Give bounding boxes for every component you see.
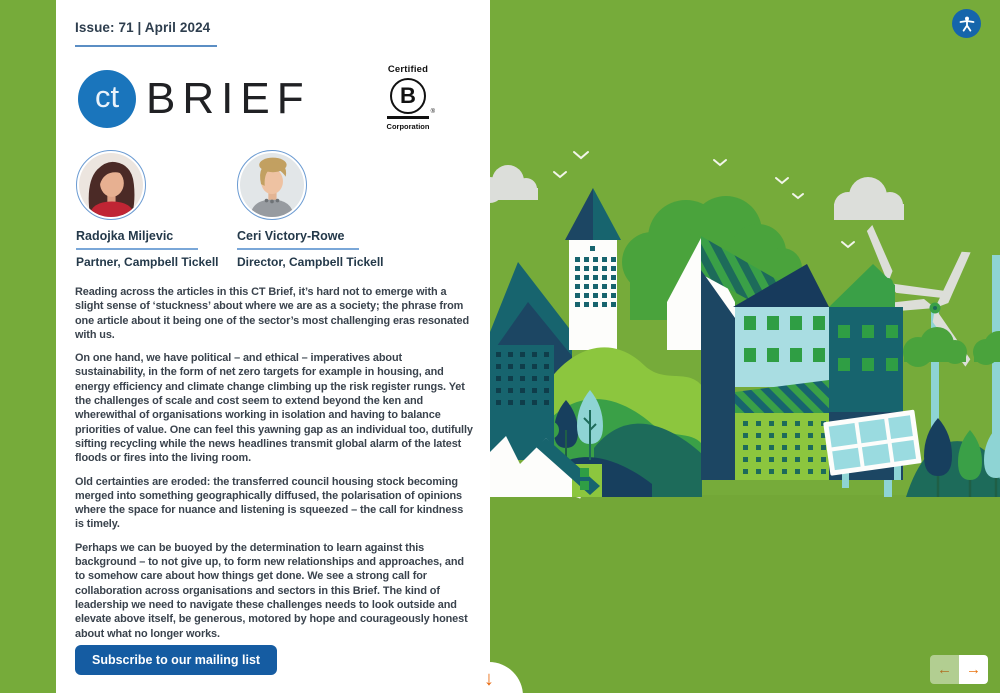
bcorp-certified-label: Certified: [387, 64, 429, 75]
author-card: [76, 150, 231, 269]
author-name: Radojka Miljevic: [76, 229, 174, 243]
article-body: [75, 285, 475, 650]
author-underline: [76, 248, 198, 250]
bcorp-logo: [380, 64, 436, 131]
avatar-radojka-miljevic: [76, 150, 146, 220]
avatar-photo: [240, 153, 304, 217]
author-underline: [237, 248, 359, 250]
ct-logo-circle: ct: [78, 70, 136, 128]
bcorp-b-icon: B: [390, 78, 426, 114]
avatar-photo: [79, 153, 143, 217]
article-paragraph: Reading across the articles in this CT Brief, it’s hard not to emerge with a slight sense of ‘stuckness’ about where we are as a society; the phrase from one article about it being one of the sector’s most challenging eras resonated with us.: [75, 286, 470, 341]
ground: [490, 495, 1000, 693]
arrow-left-icon: ←: [937, 661, 952, 678]
subscribe-button[interactable]: Subscribe to our mailing list: [75, 645, 277, 675]
accessibility-button[interactable]: [952, 9, 981, 38]
avatar-ceri-victory-rowe: [237, 150, 307, 220]
bcorp-bar: [387, 109, 435, 119]
author-card: [237, 150, 392, 269]
issue-label: Issue: 71 | April 2024: [75, 20, 211, 35]
accessibility-person-icon: [959, 16, 975, 32]
bcorp-registered-mark: ®: [430, 109, 435, 115]
previous-page-button[interactable]: [930, 655, 959, 684]
arrow-right-icon: →: [966, 661, 981, 678]
content-panel: [56, 0, 490, 693]
eco-town-illustration: [490, 0, 1000, 693]
issue-underline: [75, 45, 217, 47]
next-page-button[interactable]: [959, 655, 988, 684]
page-navigation: [930, 655, 988, 684]
bcorp-corporation-label: Corporation: [386, 122, 430, 131]
author-title: Partner, Campbell Tickell: [76, 255, 219, 269]
author-name: Ceri Victory-Rowe: [237, 229, 345, 243]
article-paragraph: Perhaps we can be buoyed by the determination to learn against this background – to not give up, to form new relationships and approaches, and to somehow care about how things get done. We see a strong call for collaboration across organisations and sectors in this Brief. The kind of leadership we need to navigate these challenges needs to look outside and elevate above itself, be generous, motored by hope and courageously honest about what no longer works.: [75, 541, 468, 640]
article-paragraph: Old certainties are eroded: the transferred council housing stock becoming merged into something geographically diffused, the polarisation of opinions where the space for nuance and listening is squeezed – the call for kindness is timely.: [75, 475, 464, 531]
author-title: Director, Campbell Tickell: [237, 255, 384, 269]
eco-town-art: [490, 0, 1000, 693]
arrow-down-icon: ↓: [484, 668, 494, 690]
brief-wordmark: BRIEF: [146, 74, 311, 123]
ct-brief-logo: [78, 70, 311, 128]
article-paragraph: On one hand, we have political – and ethical – imperatives about sustainability, in the form of net zero targets for example in housing, and energy efficiency and climate change climbing up the risk register rungs. Yet the challenges of scale and cost seem to extend beyond the ken and wherewithal of organisations working in isolation and having to balance priorities of value. One can feel this yawning gap as an individual too, dutifully sifting recycling while the news headlines transmit global alarm of the latest floods or fires into the living room.: [75, 352, 473, 465]
